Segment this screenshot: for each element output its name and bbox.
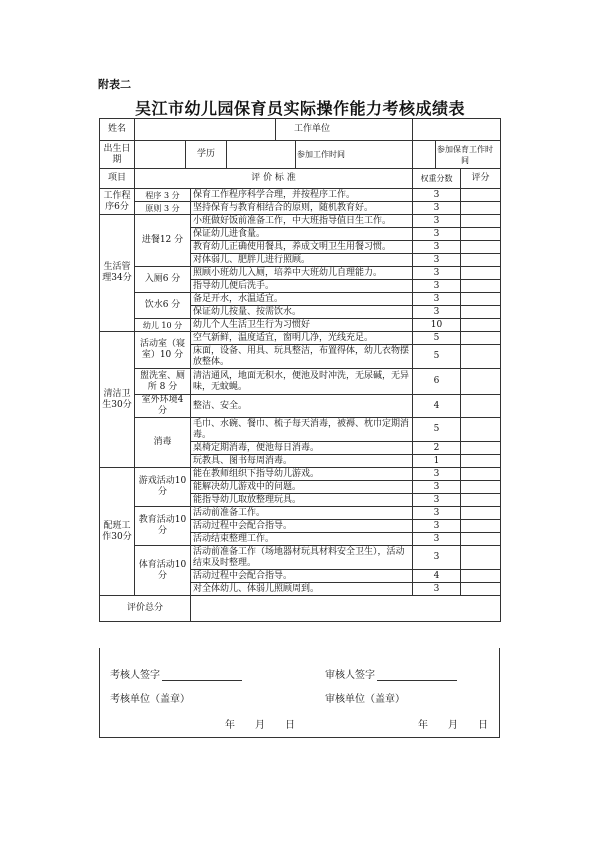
education-label: 学历 bbox=[196, 149, 215, 159]
score-cell[interactable] bbox=[461, 546, 501, 570]
sub-toilet: 入厕6 分 bbox=[135, 267, 191, 293]
score-cell[interactable] bbox=[461, 189, 501, 202]
score-cell[interactable] bbox=[461, 332, 501, 345]
standard-text: 对体弱儿、肥胖儿进行照顾。 bbox=[191, 254, 413, 267]
weight-value: 3 bbox=[413, 481, 461, 494]
total-score-label: 评价总分 bbox=[100, 596, 191, 622]
weight-value: 10 bbox=[413, 319, 461, 332]
standard-text: 活动过程中会配合指导。 bbox=[191, 520, 413, 533]
sub-program: 程序 3 分 bbox=[135, 189, 191, 202]
nursery-start-label: 参加保育工作时间 bbox=[437, 144, 493, 165]
sub-principle: 原则 3 分 bbox=[135, 202, 191, 215]
sub-washroom: 盥洗室、厕所 8 分 bbox=[135, 369, 191, 395]
standard-text: 玩教具、图书每周消毒。 bbox=[191, 455, 413, 468]
score-cell[interactable] bbox=[461, 583, 501, 596]
weight-value: 3 bbox=[413, 306, 461, 319]
reviewer-sign-line[interactable] bbox=[377, 670, 457, 681]
weight-value: 3 bbox=[413, 583, 461, 596]
birth-date-field[interactable] bbox=[135, 141, 186, 168]
category-cleaning: 清洁卫生30分 bbox=[100, 332, 135, 468]
score-cell[interactable] bbox=[461, 254, 501, 267]
total-score-field[interactable] bbox=[191, 596, 501, 622]
sub-water: 饮水6 分 bbox=[135, 293, 191, 319]
standard-text: 清洁通风，地面无积水，便池及时冲洗，无尿碱，无异味，无蚊蝇。 bbox=[191, 369, 413, 395]
score-cell[interactable] bbox=[461, 215, 501, 228]
examiner-date: 年 月 日 bbox=[225, 720, 295, 731]
standard-text: 教育幼儿正确使用餐具，养成文明卫生用餐习惯。 bbox=[191, 241, 413, 254]
standard-text: 幼儿个人生活卫生行为习惯好 bbox=[191, 319, 413, 332]
weight-value: 3 bbox=[413, 533, 461, 546]
sub-games: 游戏活动10 分 bbox=[135, 468, 191, 507]
education-field[interactable] bbox=[226, 141, 296, 168]
score-cell[interactable] bbox=[461, 293, 501, 306]
examiner-sign: 考核人签字 bbox=[110, 666, 242, 681]
weight-value: 5 bbox=[413, 418, 461, 442]
sub-child-habits: 幼儿 10 分 bbox=[135, 319, 191, 332]
score-cell[interactable] bbox=[461, 442, 501, 455]
standard-text: 活动过程中会配合指导。 bbox=[191, 570, 413, 583]
weight-value: 5 bbox=[413, 332, 461, 345]
score-cell[interactable] bbox=[461, 345, 501, 369]
sub-education: 教育活动10 分 bbox=[135, 507, 191, 546]
weight-value: 3 bbox=[413, 228, 461, 241]
weight-value: 3 bbox=[413, 267, 461, 280]
standard-text: 保证幼儿进食量。 bbox=[191, 228, 413, 241]
standard-text: 保育工作程序科学合理，并按程序工作。 bbox=[191, 189, 413, 202]
score-cell[interactable] bbox=[461, 507, 501, 520]
weight-value: 3 bbox=[413, 202, 461, 215]
name-label: 姓名 bbox=[100, 119, 135, 141]
score-cell[interactable] bbox=[461, 481, 501, 494]
score-cell[interactable] bbox=[461, 280, 501, 293]
work-unit-label: 工作单位 bbox=[293, 124, 330, 134]
weight-value: 2 bbox=[413, 442, 461, 455]
standard-text: 毛巾、水碗、餐巾、梳子每天消毒，被褥、枕巾定期消毒。 bbox=[191, 418, 413, 442]
weight-value: 3 bbox=[413, 189, 461, 202]
standard-text: 活动前准备工作（场地器材玩具材料安全卫生），活动结束及时整理。 bbox=[191, 546, 413, 570]
weight-value: 3 bbox=[413, 520, 461, 533]
col-item: 项目 bbox=[100, 169, 135, 189]
standard-text: 活动结束整理工作。 bbox=[191, 533, 413, 546]
weight-value: 3 bbox=[413, 293, 461, 306]
birth-date-label: 出生日期 bbox=[100, 141, 135, 169]
standard-text: 坚持保育与教育相结合的原则，随机教育好。 bbox=[191, 202, 413, 215]
examiner-sign-line[interactable] bbox=[162, 670, 242, 681]
col-standard: 评 价 标 准 bbox=[135, 169, 413, 189]
score-cell[interactable] bbox=[461, 494, 501, 507]
score-cell[interactable] bbox=[461, 202, 501, 215]
standard-text: 能解决幼儿游戏中的问题。 bbox=[191, 481, 413, 494]
weight-value: 4 bbox=[413, 395, 461, 418]
score-cell[interactable] bbox=[461, 533, 501, 546]
standard-text: 整洁、安全。 bbox=[191, 395, 413, 418]
standard-text: 能在教师组织下指导幼儿游戏。 bbox=[191, 468, 413, 481]
category-life-management: 生活管理34分 bbox=[100, 215, 135, 332]
category-assisting: 配班工作30分 bbox=[100, 468, 135, 596]
score-cell[interactable] bbox=[461, 570, 501, 583]
standard-text: 对全体幼儿、体弱儿照顾周到。 bbox=[191, 583, 413, 596]
page-title: 吴江市幼儿园保育员实际操作能力考核成绩表 bbox=[134, 99, 465, 118]
standard-text: 照顾小班幼儿入厕，培养中大班幼儿自理能力。 bbox=[191, 267, 413, 280]
score-cell[interactable] bbox=[461, 241, 501, 254]
name-field[interactable] bbox=[135, 119, 276, 140]
weight-value: 3 bbox=[413, 241, 461, 254]
standard-text: 床面，设备、用具、玩具整洁，布置得体，幼儿衣物摆放整体。 bbox=[191, 345, 413, 369]
standard-text: 活动前准备工作。 bbox=[191, 507, 413, 520]
weight-value: 3 bbox=[413, 280, 461, 293]
score-cell[interactable] bbox=[461, 468, 501, 481]
col-weight: 权重分数 bbox=[413, 169, 461, 189]
score-cell[interactable] bbox=[461, 228, 501, 241]
work-start-field[interactable] bbox=[413, 141, 436, 168]
sub-disinfection: 消毒 bbox=[135, 418, 191, 468]
sub-outdoor: 室外环境4 分 bbox=[135, 395, 191, 418]
col-score: 评分 bbox=[461, 169, 501, 189]
sub-activity-room: 活动室（寝室）10 分 bbox=[135, 332, 191, 369]
score-cell[interactable] bbox=[461, 369, 501, 395]
weight-value: 1 bbox=[413, 455, 461, 468]
category-work-program: 工作程序6分 bbox=[100, 189, 135, 215]
score-cell[interactable] bbox=[461, 418, 501, 442]
weight-value: 3 bbox=[413, 468, 461, 481]
weight-value: 4 bbox=[413, 570, 461, 583]
standard-text: 指导幼儿便后洗手。 bbox=[191, 280, 413, 293]
score-cell[interactable] bbox=[461, 455, 501, 468]
weight-value: 3 bbox=[413, 494, 461, 507]
sub-meals: 进餐12 分 bbox=[135, 215, 191, 267]
score-cell[interactable] bbox=[461, 395, 501, 418]
score-cell[interactable] bbox=[461, 267, 501, 280]
weight-value: 3 bbox=[413, 254, 461, 267]
weight-value: 3 bbox=[413, 215, 461, 228]
score-cell[interactable] bbox=[461, 306, 501, 319]
sub-sports: 体育活动10 分 bbox=[135, 546, 191, 596]
weight-value: 6 bbox=[413, 369, 461, 395]
standard-text: 能指导幼儿取放整理玩具。 bbox=[191, 494, 413, 507]
weight-value: 5 bbox=[413, 345, 461, 369]
score-table bbox=[99, 118, 501, 622]
signature-area bbox=[99, 648, 500, 738]
work-unit-field[interactable] bbox=[413, 119, 501, 141]
reviewer-sign: 审核人签字 bbox=[325, 666, 457, 681]
appendix-label: 附表二 bbox=[98, 78, 131, 91]
standard-text: 空气新鲜，温度适宜，窗明几净，光线充足。 bbox=[191, 332, 413, 345]
score-cell[interactable] bbox=[461, 520, 501, 533]
weight-value: 3 bbox=[413, 546, 461, 570]
standard-text: 桌椅定期消毒，便池每日消毒。 bbox=[191, 442, 413, 455]
reviewer-date: 年 月 日 bbox=[418, 720, 488, 731]
standard-text: 小班做好饭前准备工作，中大班指导值日生工作。 bbox=[191, 215, 413, 228]
standard-text: 备足开水，水温适宜。 bbox=[191, 293, 413, 306]
score-cell[interactable] bbox=[461, 319, 501, 332]
work-start-label: 参加工作时间 bbox=[297, 150, 345, 159]
standard-text: 保证幼儿按量、按需饮水。 bbox=[191, 306, 413, 319]
reviewer-unit: 审核单位（盖章） bbox=[325, 694, 405, 705]
examiner-unit: 考核单位（盖章） bbox=[110, 694, 190, 705]
weight-value: 3 bbox=[413, 507, 461, 520]
